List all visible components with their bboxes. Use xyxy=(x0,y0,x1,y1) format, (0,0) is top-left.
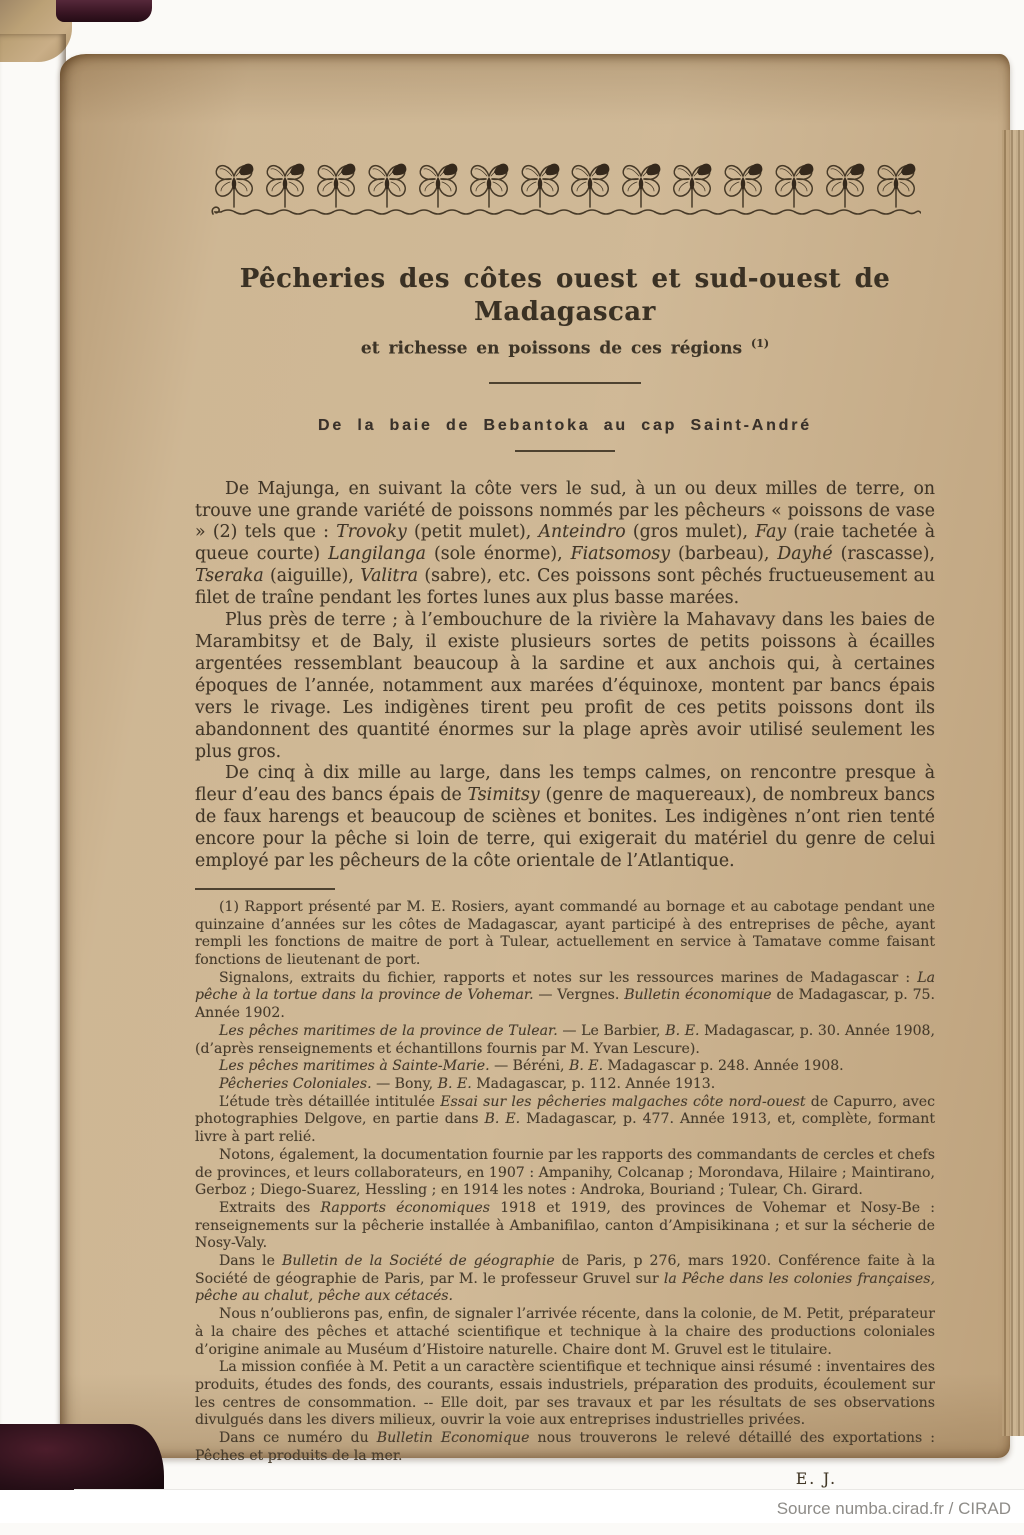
paragraph: Dans le Bulletin de la Société de géographie de Paris, p 276, mars 1920. Conférence faite à la Société de géographie de Paris, par M. le professeur Gruvel sur la Pêche dans les colonies françaises, pêche au chalut, pêche aux cétacés. xyxy=(195,1253,935,1305)
page-title: Pêcheries des côtes ouest et sud-ouest de Madagascar xyxy=(239,264,891,327)
iris-flower-icon xyxy=(873,160,919,208)
paragraph: Pêcheries Coloniales. — Bony, B. E. Madagascar, p. 112. Année 1913. xyxy=(219,1076,716,1092)
left-page-edge xyxy=(0,34,66,1434)
iris-flower-icon xyxy=(618,160,664,208)
footnote-paragraphs xyxy=(195,899,935,1466)
footnote-separator xyxy=(195,888,335,890)
page-subtitle xyxy=(195,337,935,359)
divider-rule xyxy=(489,382,641,384)
book-fore-edge xyxy=(1002,130,1024,1436)
signature: E. J. xyxy=(795,1470,837,1489)
iris-flower-icon xyxy=(771,160,817,208)
paragraph: Les pêches maritimes à Sainte-Marie. — Béréni, B. E. Madagascar p. 248. Année 1908. xyxy=(219,1058,844,1075)
paragraph: L’étude très détaillée intitulée Essai sur les pêcheries malgaches côte nord-ouest de Capurro, avec photographies Delgove, en partie dans B. E. Madagascar, p. 477. Année 1913, et, complète, formant livre à part relié. xyxy=(195,1093,935,1146)
iris-flower-icon xyxy=(262,160,308,208)
iris-flower-icon xyxy=(822,160,868,208)
iris-flower-icon xyxy=(517,160,563,208)
divider-rule xyxy=(515,450,615,452)
scan-footer xyxy=(0,1490,1024,1523)
iris-flower-icon xyxy=(313,160,359,208)
book-cover-bottom xyxy=(0,1424,164,1496)
scanned-page xyxy=(60,54,1010,1489)
iris-flower-icon xyxy=(466,160,512,208)
book-cover-top-edge xyxy=(56,0,152,22)
iris-flower-icon xyxy=(211,160,257,208)
paragraph: De cinq à dix mille au large, dans les temps calmes, on rencontre presque à fleur d’eau des bancs épais de Tsimitsy (genre de maquereaux), de nombreux bancs de faux harengs et beaucoup de sciènes et bonites. Les indigènes n’ont rien tenté encore pour la pêche si loin de terre, qui exigerait du matériel du genre de celui employé par les pêcheurs de la côte orientale de l’Atlantique. xyxy=(195,763,936,872)
section-heading: De la baie de Bebantoka au cap Saint-André xyxy=(318,416,812,434)
page-content xyxy=(195,160,935,1535)
iris-flower-icon xyxy=(415,160,461,208)
attribution-text: Source numba.cirad.fr / CIRAD xyxy=(776,1499,1011,1518)
iris-flower-icon xyxy=(567,160,613,208)
paragraph: Nous n’oublierons pas, enfin, de signaler l’arrivée récente, dans la colonie, de M. Petit, préparateur à la chaire des pêches et attaché scientifique et technique à la chaire des productions coloniales d’origine animale au Muséum d’Histoire naturelle. Chaire dont M. Gruvel est le titulaire. xyxy=(195,1306,935,1358)
iris-flower-icon xyxy=(720,160,766,208)
subtitle-text: et richesse en poissons de ces régions xyxy=(360,338,743,359)
footnote-ref-1: (1) xyxy=(751,337,770,350)
paragraph: Plus près de terre ; à l’embouchure de la rivière la Mahavavy dans les baies de Marambitsy et de Baly, il existe plusieurs sortes de petits poissons à écailles argentées ressemblant beaucoup à la sardine et aux anchois qui, à certaines époques de l’année, notamment aux marées d’équinoxe, montent par bancs épais vers le rivage. Les indigènes tirent peu profit de ces petits poissons dont ils abandonnent des quantité énormes sur la plage après avoir utilisé seulement les plus gros. xyxy=(195,610,935,762)
paragraph: (1) Rapport présenté par M. E. Rosiers, ayant commandé au bornage et au cabotage pendant une quinzaine d’années sur les côtes de Madagascar, ayant participé à des entreprises de pêche, ayant rempli les fonctions de maitre de port à Tulear, actuellement en service à Tamatave comme faisant fonctions de lieutenant de port. xyxy=(195,898,935,969)
iris-flower-icon xyxy=(669,160,715,208)
paragraph: Les pêches maritimes de la province de Tulear. — Le Barbier, B. E. Madagascar, p. 30. Année 1908, (d’après renseignements et échantillons fournis par M. Yvan Lescure). xyxy=(195,1022,935,1057)
iris-flower-icon xyxy=(364,160,410,208)
paragraph: Extraits des Rapports économiques 1918 et 1919, des provinces de Vohemar et Nosy-Be : renseignements sur la pêcherie installée à Ambanifilao, canton d’Ampisikinana ; et sur la sécherie de Nosy-Valy. xyxy=(195,1199,936,1252)
body-paragraphs xyxy=(195,479,935,873)
paragraph: La mission confiée à M. Petit a un caractère scientifique et technique ainsi résumé : inventaires des produits, études des fonds, des courants, essais industriels, préparation des produits, écoulement sur les centres de consommation. -- Elle doit, par ses travaux et par les résultats de ses observations divulgués dans les divers milieux, ouvrir la voie aux entreprises industrielles privées. xyxy=(195,1359,935,1429)
paragraph: De Majunga, en suivant la côte vers le sud, à un ou deux milles de terre, on trouve une grande variété de poissons nommés par les pêcheurs « poissons de vase » (2) tels que : Trovoky (petit mulet), Anteindro (gros mulet), Fay (raie tachetée à queue courte) Langilanga (sole énorme), Fiatsomosy (barbeau), Dayhé (rascasse), Tseraka (aiguille), Valitra (sabre), etc. Ces poissons sont pêchés fructueusement au filet de traîne pendant les fortes lunes aux plus basse marées. xyxy=(195,478,936,609)
paragraph: Dans ce numéro du Bulletin Economique nous trouverons le relevé détaillé des exportations : Pêches et produits de la mer. xyxy=(195,1430,935,1464)
paragraph: Notons, également, la documentation fournie par les rapports des commandants de cercles et chefs de provinces, et leurs collaborateurs, en 1907 : Ampanihy, Colcanap ; Morondava, Hilaire ; Maintirano, Gerboz ; Diego-Suarez, Hessling ; en 1914 les notes : Androka, Bouriand ; Tulear, Ch. Girard. xyxy=(195,1146,935,1199)
paragraph: Signalons, extraits du fichier, rapports et notes sur les ressources marines de Madagascar : La pêche à la tortue dans la province de Vohemar. — Vergnes. Bulletin économique de Madagascar, p. 75. Année 1902. xyxy=(195,969,935,1022)
